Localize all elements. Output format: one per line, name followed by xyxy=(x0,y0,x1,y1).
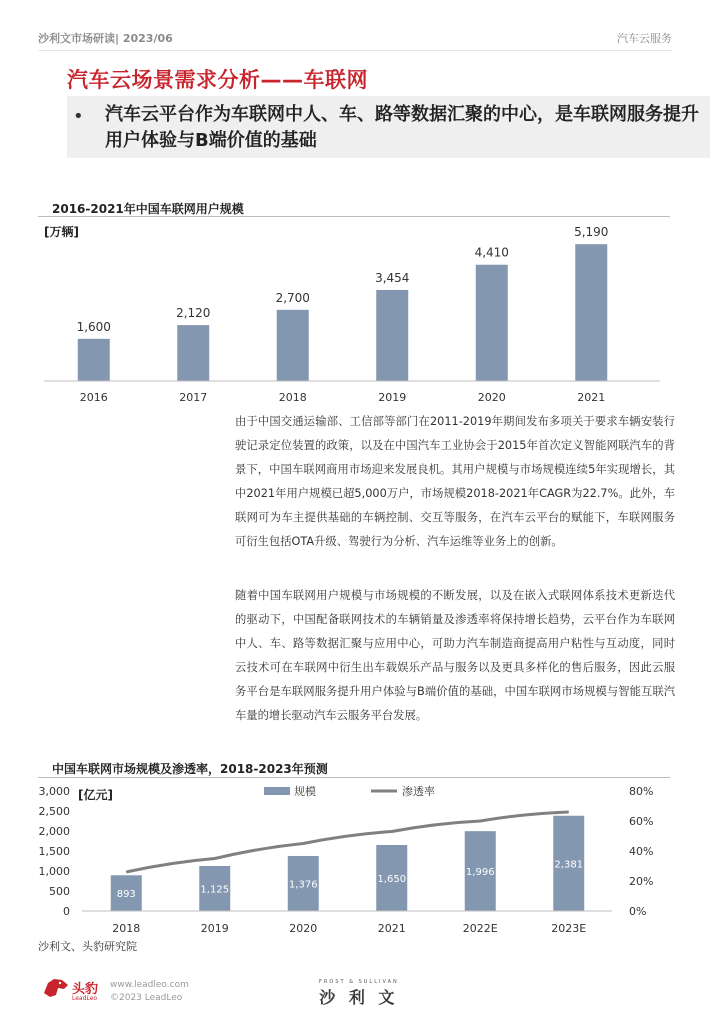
user-scale-bar xyxy=(575,244,607,381)
user-scale-bar-chart xyxy=(0,218,710,410)
left-axis-tick-label: 1,000 xyxy=(38,865,70,878)
market-year-label: 2019 xyxy=(200,922,229,935)
market-scale-combo-chart xyxy=(0,778,710,938)
user-scale-value-label: 1,600 xyxy=(76,319,111,334)
body-paragraph-2: 随着中国车联网用户规模与市场规模的不断发展，以及在嵌入式联网体系技术更新迭代的驱动下，中国配备联网技术的车辆销量及渗透率将保持增长趋势，云平台作为车联网中人、车、路等数据汇聚与应用中心，可助力汽车制造商提高用户粘性与互动度，同时云技术可在车联网中衍生出车载娱乐产品与服务以及更具多样化的售后服务，因此云服务平台是车联网服务提升用户体验与B端价值的基础，中国车联网市场规模与智能互联汽车量的增长驱动汽车云服务平台发展。 xyxy=(235,589,675,722)
chart2-unit-label: [亿元] xyxy=(78,788,113,802)
market-year-label: 2023E xyxy=(551,922,587,935)
market-year-label: 2022E xyxy=(462,922,498,935)
left-axis-tick-label: 1,500 xyxy=(38,845,70,858)
user-scale-year-label: 2016 xyxy=(79,391,108,404)
chart1-title-rule xyxy=(38,216,670,217)
user-scale-value-label: 4,410 xyxy=(474,245,509,260)
frost-sullivan-logo xyxy=(319,979,399,1008)
market-year-label: 2021 xyxy=(377,922,406,935)
leadleo-brand-name: 头豹 xyxy=(72,982,99,997)
market-scale-value-label: 2,381 xyxy=(554,859,584,871)
market-scale-value-label: 1,996 xyxy=(465,867,495,879)
right-axis-tick-label: 60% xyxy=(629,815,654,828)
market-year-label: 2020 xyxy=(289,922,318,935)
user-scale-bar xyxy=(177,325,209,381)
left-axis-tick-label: 500 xyxy=(49,885,70,898)
chart1-unit-label: [万辆] xyxy=(44,225,79,239)
left-axis-tick-label: 2,500 xyxy=(38,805,70,818)
market-scale-value-label: 1,650 xyxy=(377,874,407,885)
key-point-text: 汽车云平台作为车联网中人、车、路等数据汇聚的中心，是车联网服务提升用户体验与B端价值的基础 xyxy=(105,104,699,151)
chart2-title: 中国车联网市场规模及渗透率，2018-2023年预测 xyxy=(52,762,328,776)
frost-sullivan-small-text: FROST & SULLIVAN xyxy=(319,979,399,985)
leopard-logo-icon xyxy=(42,975,70,1001)
market-scale-value-label: 893 xyxy=(116,889,136,901)
market-scale-value-label: 1,376 xyxy=(288,879,318,891)
legend-bar-swatch xyxy=(264,787,290,795)
user-scale-year-label: 2019 xyxy=(378,391,407,404)
left-axis-tick-label: 3,000 xyxy=(38,785,70,798)
frost-sullivan-big-text: 沙 利 文 xyxy=(319,988,399,1007)
leadleo-website-info xyxy=(110,979,189,1005)
header-report-label: 沙利文市场研读| 2023/06 xyxy=(38,32,173,45)
website-link[interactable]: www.leadleo.com xyxy=(110,980,189,990)
left-axis-tick-label: 2,000 xyxy=(38,825,70,838)
chart1-title: 2016-2021年中国车联网用户规模 xyxy=(52,202,244,216)
body-paragraph-1: 由于中国交通运输部、工信部等部门在2011-2019年期间发布多项关于要求车辆安装行驶记录定位装置的政策，以及在中国汽车工业协会于2015年首次定义智能网联汽车的背景下，中国车联网商用市场迎来发展良机。其用户规模与市场规模连续5年实现增长，其中2021年用户规模已超5,000万户，市场规模2018-2021年CAGR为22.7%。此外，车联网可为车主提供基础的车辆控制、交互等服务，在汽车云平台的赋能下，车联网服务可衍生包括OTA升级、驾驶行为分析、汽车运维等业务上的创新。 xyxy=(235,415,675,548)
market-year-label: 2018 xyxy=(112,922,141,935)
user-scale-value-label: 5,190 xyxy=(574,225,609,240)
chart2-legend xyxy=(264,784,435,798)
user-scale-year-label: 2020 xyxy=(477,391,506,404)
left-axis-tick-label: 0 xyxy=(63,905,70,918)
user-scale-value-label: 2,700 xyxy=(275,290,310,305)
user-scale-bar xyxy=(78,339,110,381)
right-axis-tick-label: 0% xyxy=(629,905,647,918)
header-divider xyxy=(38,50,672,51)
legend-line-label: 渗透率 xyxy=(402,785,435,798)
user-scale-year-label: 2018 xyxy=(278,391,307,404)
copyright-text: ©2023 LeadLeo xyxy=(110,993,183,1003)
legend-bar-label: 规模 xyxy=(294,785,316,798)
user-scale-year-label: 2021 xyxy=(577,391,606,404)
right-axis-tick-label: 80% xyxy=(629,785,654,798)
key-point-callout xyxy=(67,96,710,158)
market-scale-value-label: 1,125 xyxy=(200,884,230,896)
leadleo-brand-sub: LeadLeo xyxy=(72,995,98,1002)
user-scale-bar xyxy=(277,310,309,381)
right-axis-tick-label: 20% xyxy=(629,875,654,888)
user-scale-bar xyxy=(476,265,508,381)
bullet-icon: • xyxy=(73,106,84,127)
right-axis-tick-label: 40% xyxy=(629,845,654,858)
user-scale-bar xyxy=(376,290,408,381)
page-title: 汽车云场景需求分析——车联网 xyxy=(67,68,368,92)
penetration-rate-line xyxy=(126,812,569,872)
user-scale-value-label: 2,120 xyxy=(176,306,211,321)
user-scale-year-label: 2017 xyxy=(179,391,208,404)
source-note: 沙利文、头豹研究院 xyxy=(38,940,137,953)
header-topic-label: 汽车云服务 xyxy=(617,32,672,45)
user-scale-value-label: 3,454 xyxy=(375,270,410,285)
